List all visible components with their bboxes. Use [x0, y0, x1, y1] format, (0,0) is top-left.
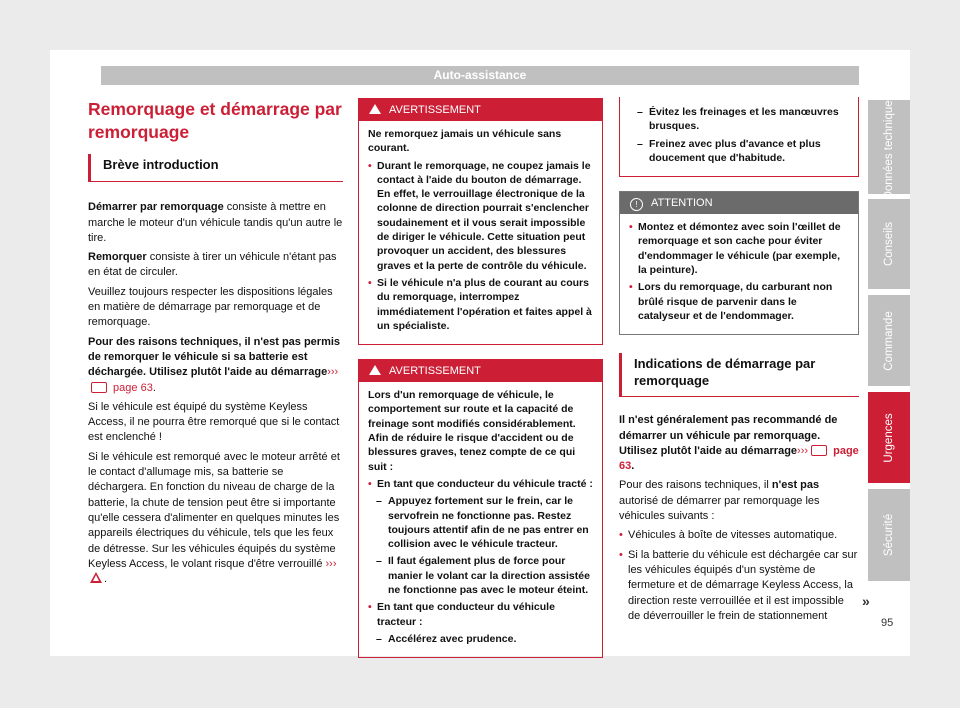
warning-box-body: [620, 97, 858, 176]
list-item: • Véhicules à boîte de vitesses automatique.: [619, 528, 859, 543]
term-bold: Remorquer: [88, 251, 147, 264]
attention-bullet: • Montez et démontez avec soin l'œillet de remorquage et son cache pour éviter d'endommager le véhicule (par exemple, la peinture).: [629, 220, 849, 277]
sidebar-tab-conseils[interactable]: [868, 199, 910, 289]
warning-bullet: • En tant que conducteur du véhicule tracteur :: [368, 600, 593, 629]
punctuation: .: [152, 381, 156, 394]
sidebar-tab-securite[interactable]: [868, 489, 910, 581]
warning-title: AVERTISSEMENT: [389, 365, 481, 378]
warning-box: [358, 98, 603, 345]
sidebar-tab-label: Données techniques: [883, 94, 895, 200]
warning-dash-item: – Accélérez avec prudence.: [368, 632, 593, 646]
list-item: • Si la batterie du véhicule est déchargée car sur les véhicules équipés d'un système de fermeture et de démarrage Keyless Access, la direction reste verrouillée et il est impossible de déverrouiller le frein de stationnement: [619, 548, 859, 624]
paragraph-text: Si le véhicule est remorqué avec le moteur arrêté et le contact d'allumage mis, sa batterie se déchargera. En fonction du niveau de charge de la batterie, la chute de tension peut être si importante qu'elle cessera d'alimenter en quelques minutes les appareils électriques du véhicule, tels que les feux de détresse. Sur les véhicules équipés du système Keyless Access, le volant risque d'être verrouillé: [88, 450, 340, 570]
warning-box: [358, 359, 603, 658]
paragraph-bold: [88, 335, 343, 396]
warning-box-body: [359, 382, 602, 657]
paragraph: [88, 450, 343, 588]
paragraph: [88, 200, 343, 246]
sidebar-tab-label: Commande: [883, 310, 895, 371]
attention-box: [619, 191, 859, 335]
punctuation: .: [631, 460, 635, 473]
section-heading-indications: Indications de démarrage par remorquage: [619, 353, 859, 397]
sidebar-tab-urgences[interactable]: [868, 392, 910, 483]
warning-triangle-icon: [369, 365, 381, 375]
warning-bullet: • Si le véhicule n'a plus de courant au cours du remorquage, interrompez immédiatement l'opération et faites appel à un spécialiste.: [368, 276, 593, 333]
page-number: 95: [881, 617, 894, 629]
paragraph: [88, 250, 343, 281]
warning-title: AVERTISSEMENT: [389, 104, 481, 116]
warning-text: Ne remorquez jamais un véhicule sans courant.: [368, 128, 562, 155]
warning-dash-item: – Évitez les freinages et les manœuvres brusques.: [629, 105, 849, 134]
sidebar-tab-donnees-techniques[interactable]: [868, 94, 910, 200]
attention-box-body: [620, 214, 858, 334]
section-heading-intro: Brève introduction: [88, 154, 343, 182]
sidebar-tab-label: Conseils: [883, 221, 895, 267]
bold-text: Il n'est généralement pas recommandé de démarrer un véhicule par remorquage. Utilisez plutôt l'aide au démarrage: [619, 414, 838, 457]
paragraph: Veuillez toujours respecter les dispositions légales en matière de démarrage par remorquage et de remorquage.: [88, 285, 333, 329]
sidebar-tab-label: Sécurité: [883, 513, 895, 557]
car-manual-icon: [91, 382, 107, 393]
warning-dash-item: – Il faut également plus de force pour manier le volant car la direction assistée ne fonctionne pas avec le moteur éteint.: [368, 554, 593, 597]
bold-text: Pour des raisons techniques, il n'est pas permis de remorquer le véhicule si sa batterie est déchargée. Utilisez plutôt l'aide au démarrage: [88, 335, 341, 379]
info-circle-icon: !: [630, 198, 643, 211]
paragraph-text: consiste à tirer un véhicule n'étant pas en état de circuler.: [88, 251, 337, 279]
column-3: [619, 98, 859, 628]
warning-box-body: [359, 121, 602, 344]
term-bold: Démarrer par remorquage: [88, 201, 224, 214]
warning-box-continued: [619, 97, 859, 177]
paragraph: Si le véhicule est équipé du système Keyless Access, il ne pourra être remorqué que si le contact est enclenché !: [88, 400, 340, 444]
warning-triangle-icon: [369, 104, 381, 114]
warning-bullet: • En tant que conducteur du véhicule tracté :: [368, 477, 593, 491]
attention-title: ATTENTION: [651, 197, 713, 210]
paragraph-text: autorisé de démarrer par remorquage les véhicules suivants :: [619, 494, 820, 523]
paragraph-bold: [619, 413, 859, 474]
punctuation: .: [104, 573, 108, 586]
warning-box-header: [359, 360, 602, 382]
warning-box-header: [359, 99, 602, 121]
warning-dash-item: – Freinez avec plus d'avance et plus doucement que d'habitude.: [629, 137, 849, 166]
paragraph: [619, 478, 859, 524]
attention-box-header: [620, 192, 858, 214]
warning-triangle-icon[interactable]: [90, 572, 102, 583]
paragraph-text: consiste à mettre en marche le moteur d'un véhicule tandis qu'un autre le tire.: [88, 201, 343, 244]
sidebar-tab-label: Urgences: [883, 412, 895, 463]
column-2: [358, 98, 603, 672]
paragraph-text: Pour des raisons techniques, il: [619, 479, 772, 492]
column-1: [88, 98, 343, 591]
crossref-arrow: ›››: [325, 557, 337, 570]
bold-text: n'est pas: [771, 479, 820, 492]
crossref-arrow: ›››: [797, 444, 809, 457]
page-title: Remorquage et démarrage par remorquage: [88, 99, 342, 142]
attention-bullet: • Lors du remorquage, du carburant non brûlé risque de parvenir dans le catalyseur et de l'endommager.: [629, 280, 849, 323]
warning-dash-item: – Appuyez fortement sur le frein, car le servofrein ne fonctionne pas. Restez toujours attentif afin de ne pas entrer en collision avec le véhicule tracteur.: [368, 494, 593, 551]
chapter-header: Auto-assistance: [101, 66, 859, 85]
sidebar-tab-commande[interactable]: [868, 295, 910, 386]
continue-arrow-icon: »: [862, 593, 870, 609]
page-reference-link[interactable]: page 63: [619, 444, 859, 473]
page-reference-link[interactable]: page 63: [110, 381, 153, 394]
warning-text: Lors d'un remorquage de véhicule, le comportement sur route et la capacité de freinage sont modifiés considérablement. Afin de réduire le risque d'accident ou de blessures graves, tenez compte de ce qui suit :: [368, 389, 576, 473]
car-manual-icon: [811, 445, 827, 456]
crossref-arrow: ›››: [327, 366, 339, 379]
warning-bullet: • Durant le remorquage, ne coupez jamais le contact à l'aide du bouton de démarrage. En effet, le verrouillage électronique de la colonne de direction pourrait s'enclencher soudainement et il vous serait impossible de diriger le véhicule. Cette situation peut provoquer un accident, des blessures graves et la perte de contrôle du véhicule.: [368, 159, 593, 273]
